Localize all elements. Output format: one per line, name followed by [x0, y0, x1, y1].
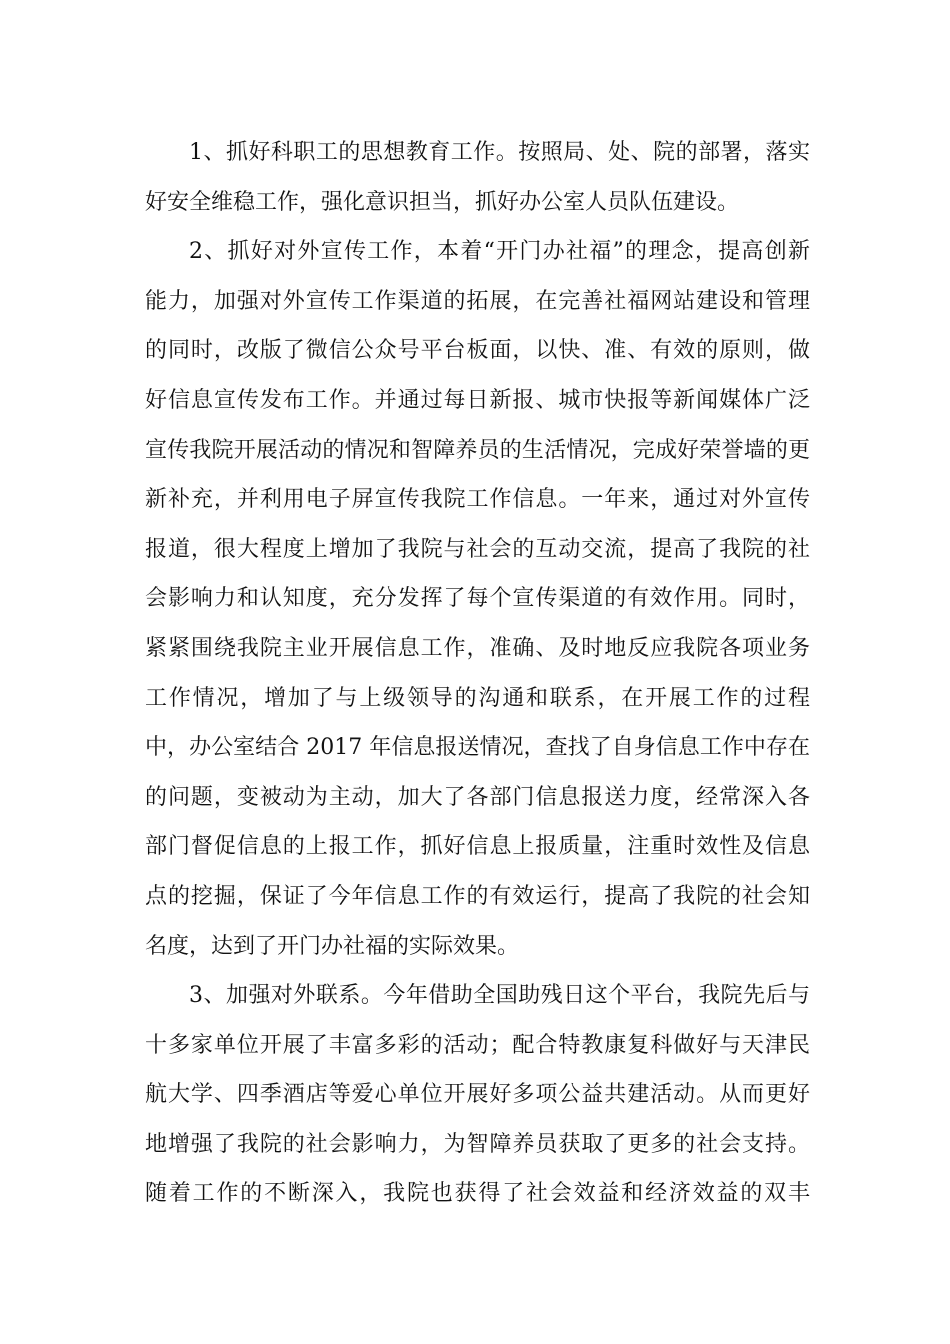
text-line: 2、抓好对外宣传工作，本着“开门办社福”的理念，提高创新 — [189, 239, 810, 265]
text-line: 宣传我院开展活动的情况和智障养员的生活情况，完成好荣誉墙的更 — [145, 437, 810, 463]
text-line: 1、抓好科职工的思想教育工作。按照局、处、院的部署，落实 — [189, 140, 810, 165]
text-line: 中，办公室结合 2017 年信息报送情况，查找了自身信息工作中存在 — [145, 735, 810, 761]
text-line: 十多家单位开展了丰富多彩的活动；配合特教康复科做好与天津民 — [145, 1032, 810, 1058]
text-line: 点的挖掘，保证了今年信息工作的有效运行，提高了我院的社会知 — [145, 883, 810, 909]
text-line: 报道，很大程度上增加了我院与社会的互动交流，提高了我院的社 — [145, 536, 810, 562]
text-line: 会影响力和认知度，充分发挥了每个宣传渠道的有效作用。同时， — [145, 586, 810, 612]
text-line: 好信息宣传发布工作。并通过每日新报、城市快报等新闻媒体广泛 — [145, 387, 810, 413]
text-line: 部门督促信息的上报工作，抓好信息上报质量，注重时效性及信息 — [145, 834, 810, 860]
paragraph-1 — [145, 128, 810, 227]
text-line: 新补充，并利用电子屏宣传我院工作信息。一年来，通过对外宣传 — [145, 487, 810, 513]
text-line: 能力，加强对外宣传工作渠道的拓展，在完善社福网站建设和管理 — [145, 288, 810, 314]
text-line: 的同时，改版了微信公众号平台板面，以快、准、有效的原则，做 — [145, 338, 810, 364]
text-line: 工作情况，增加了与上级领导的沟通和联系，在开展工作的过程 — [145, 685, 810, 711]
text-line: 的问题，变被动为主动，加大了各部门信息报送力度，经常深入各 — [145, 784, 810, 810]
document-body — [145, 128, 810, 1219]
text-line: 好安全维稳工作，强化意识担当，抓好办公室人员队伍建设。 — [145, 189, 740, 215]
text-line: 随着工作的不断深入，我院也获得了社会效益和经济效益的双丰 — [145, 1181, 810, 1207]
paragraph-2 — [145, 227, 810, 971]
paragraph-3 — [145, 971, 810, 1219]
text-line: 紧紧围绕我院主业开展信息工作，准确、及时地反应我院各项业务 — [145, 635, 810, 661]
text-line: 3、加强对外联系。今年借助全国助残日这个平台，我院先后与 — [189, 983, 810, 1009]
text-line: 地增强了我院的社会影响力，为智障养员获取了更多的社会支持。 — [145, 1131, 810, 1157]
text-line: 名度，达到了开门办社福的实际效果。 — [145, 933, 520, 959]
text-line: 航大学、四季酒店等爱心单位开展好多项公益共建活动。从而更好 — [145, 1082, 810, 1108]
